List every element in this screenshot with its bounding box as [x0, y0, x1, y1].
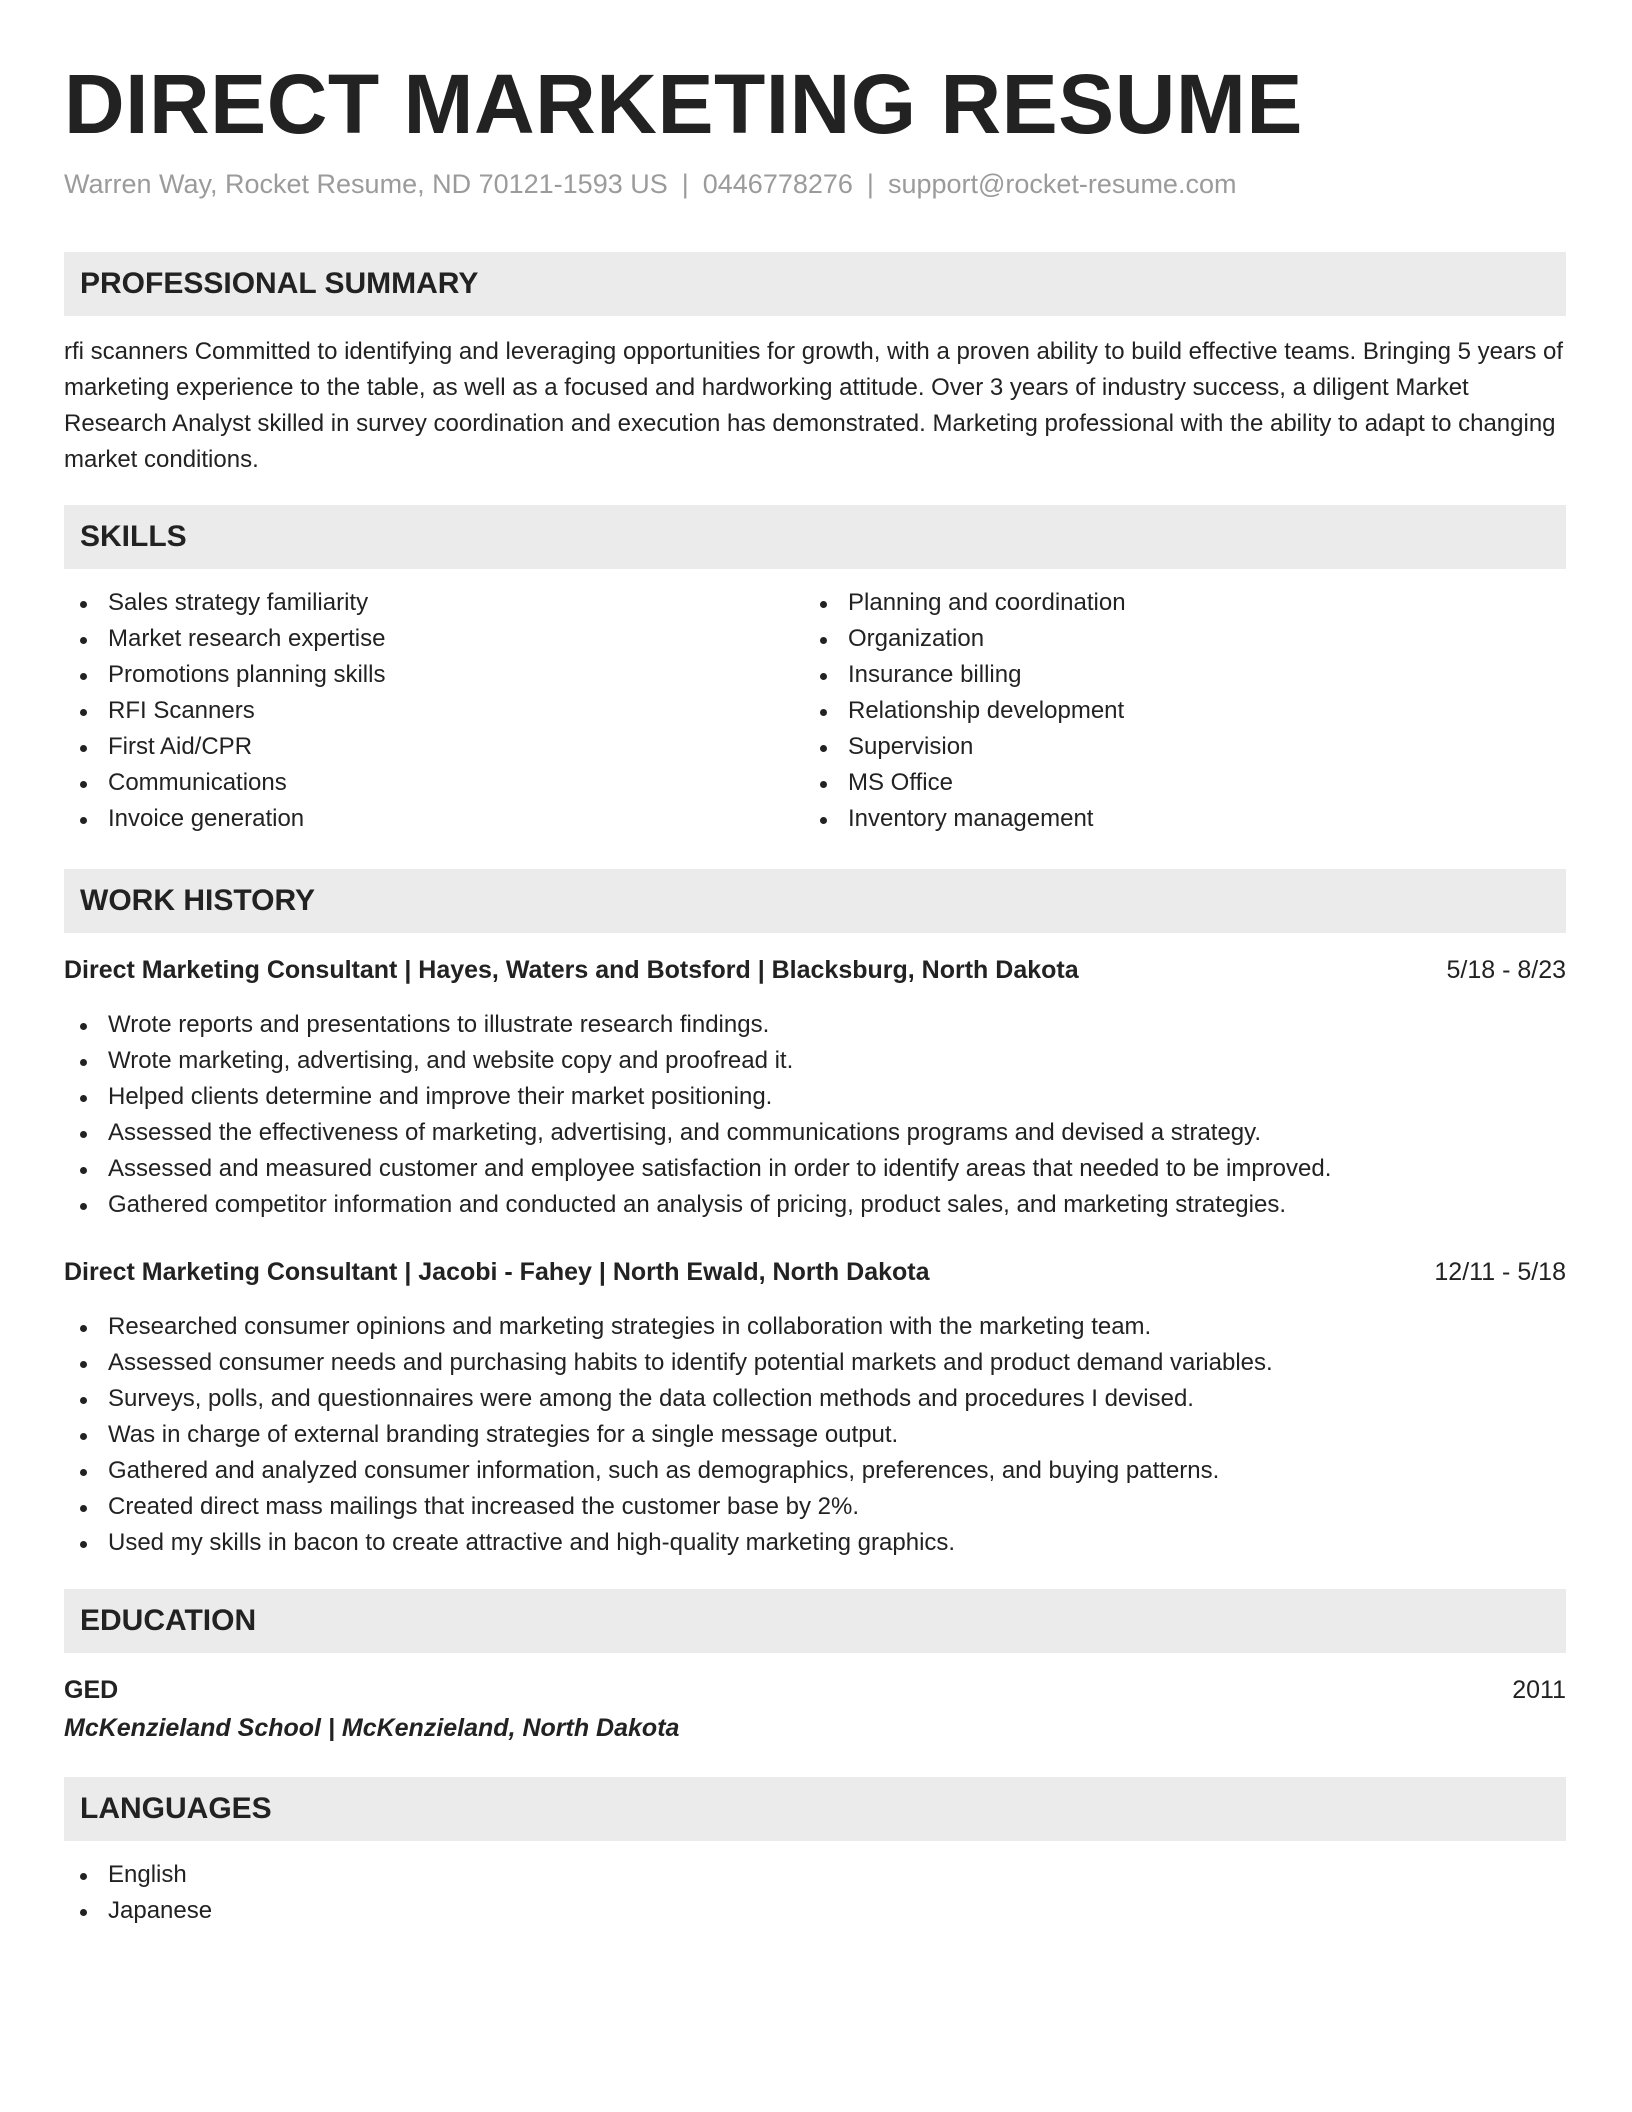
resume-title: DIRECT MARKETING RESUME: [64, 57, 1303, 151]
section-header-skills: SKILLS: [64, 505, 1566, 569]
job-bullets: [64, 1007, 1331, 1223]
skill-item: Communications: [64, 765, 385, 801]
skill-item: Organization: [804, 621, 1126, 657]
education-header: [64, 1672, 1566, 1708]
job-dates: 5/18 - 8/23: [1446, 956, 1566, 984]
education-degree: GED: [64, 1676, 119, 1704]
contact-separator: |: [866, 169, 874, 199]
job-bullet: Wrote marketing, advertising, and website copy and proofread it.: [64, 1043, 1331, 1079]
job-bullet: Assessed and measured customer and employee satisfaction in order to identify areas that needed to be improved.: [64, 1151, 1331, 1187]
job-bullet: Helped clients determine and improve their market positioning.: [64, 1079, 1331, 1115]
skills-list-left: [64, 585, 385, 837]
job-bullets: [64, 1309, 1273, 1561]
job-bullet: Was in charge of external branding strategies for a single message output.: [64, 1417, 1273, 1453]
summary-text: rfi scanners Committed to identifying and leveraging opportunities for growth, with a proven ability to build effective teams. Bringing 5 years of marketing experience to the table, as well as a focused and hardworking attitude. Over 3 years of industry success, a diligent Market Research Analyst skilled in survey coordination and execution has demonstrated. Marketing professional with the ability to adapt to changing market conditions.: [64, 338, 1564, 473]
education-school: McKenzieland School | McKenzieland, North Dakota: [64, 1714, 680, 1742]
skill-item: Insurance billing: [804, 657, 1126, 693]
section-header-work-history: WORK HISTORY: [64, 869, 1566, 933]
contact-separator: |: [681, 169, 689, 199]
job-bullet: Assessed consumer needs and purchasing habits to identify potential markets and product demand variables.: [64, 1345, 1273, 1381]
job-header: [64, 1254, 1566, 1290]
skill-item: Promotions planning skills: [64, 657, 385, 693]
skill-item: Planning and coordination: [804, 585, 1126, 621]
skill-item: MS Office: [804, 765, 1126, 801]
job-bullet: Surveys, polls, and questionnaires were among the data collection methods and procedures I devised.: [64, 1381, 1273, 1417]
skill-item: Market research expertise: [64, 621, 385, 657]
languages-list: [64, 1857, 212, 1929]
education-year: 2011: [1512, 1676, 1566, 1704]
language-item: English: [64, 1857, 212, 1893]
section-header-languages: LANGUAGES: [64, 1777, 1566, 1841]
skill-item: Invoice generation: [64, 801, 385, 837]
section-header-education: EDUCATION: [64, 1589, 1566, 1653]
job-bullet: Gathered competitor information and conducted an analysis of pricing, product sales, and marketing strategies.: [64, 1187, 1331, 1223]
language-item: Japanese: [64, 1893, 212, 1929]
contact-address: Warren Way, Rocket Resume, ND 70121-1593 US: [64, 169, 668, 199]
skill-item: Inventory management: [804, 801, 1126, 837]
job-bullet: Researched consumer opinions and marketing strategies in collaboration with the marketing team.: [64, 1309, 1273, 1345]
contact-email: support@rocket-resume.com: [887, 169, 1237, 199]
section-header-summary: PROFESSIONAL SUMMARY: [64, 252, 1566, 316]
skill-item: Sales strategy familiarity: [64, 585, 385, 621]
job-bullet: Gathered and analyzed consumer information, such as demographics, preferences, and buying patterns.: [64, 1453, 1273, 1489]
skill-item: RFI Scanners: [64, 693, 385, 729]
job-bullet: Assessed the effectiveness of marketing, advertising, and communications programs and devised a strategy.: [64, 1115, 1331, 1151]
job-title: Direct Marketing Consultant | Hayes, Waters and Botsford | Blacksburg, North Dakota: [64, 956, 1079, 984]
skills-list-right: [804, 585, 1126, 837]
skill-item: Supervision: [804, 729, 1126, 765]
contact-phone: 0446778276: [702, 169, 853, 199]
job-bullet: Wrote reports and presentations to illustrate research findings.: [64, 1007, 1331, 1043]
contact-line: [64, 168, 1236, 200]
job-bullet: Created direct mass mailings that increased the customer base by 2%.: [64, 1489, 1273, 1525]
job-header: [64, 952, 1566, 988]
job-bullet: Used my skills in bacon to create attractive and high-quality marketing graphics.: [64, 1525, 1273, 1561]
job-dates: 12/11 - 5/18: [1434, 1258, 1566, 1286]
job-title: Direct Marketing Consultant | Jacobi - Fahey | North Ewald, North Dakota: [64, 1258, 930, 1286]
skill-item: First Aid/CPR: [64, 729, 385, 765]
skill-item: Relationship development: [804, 693, 1126, 729]
